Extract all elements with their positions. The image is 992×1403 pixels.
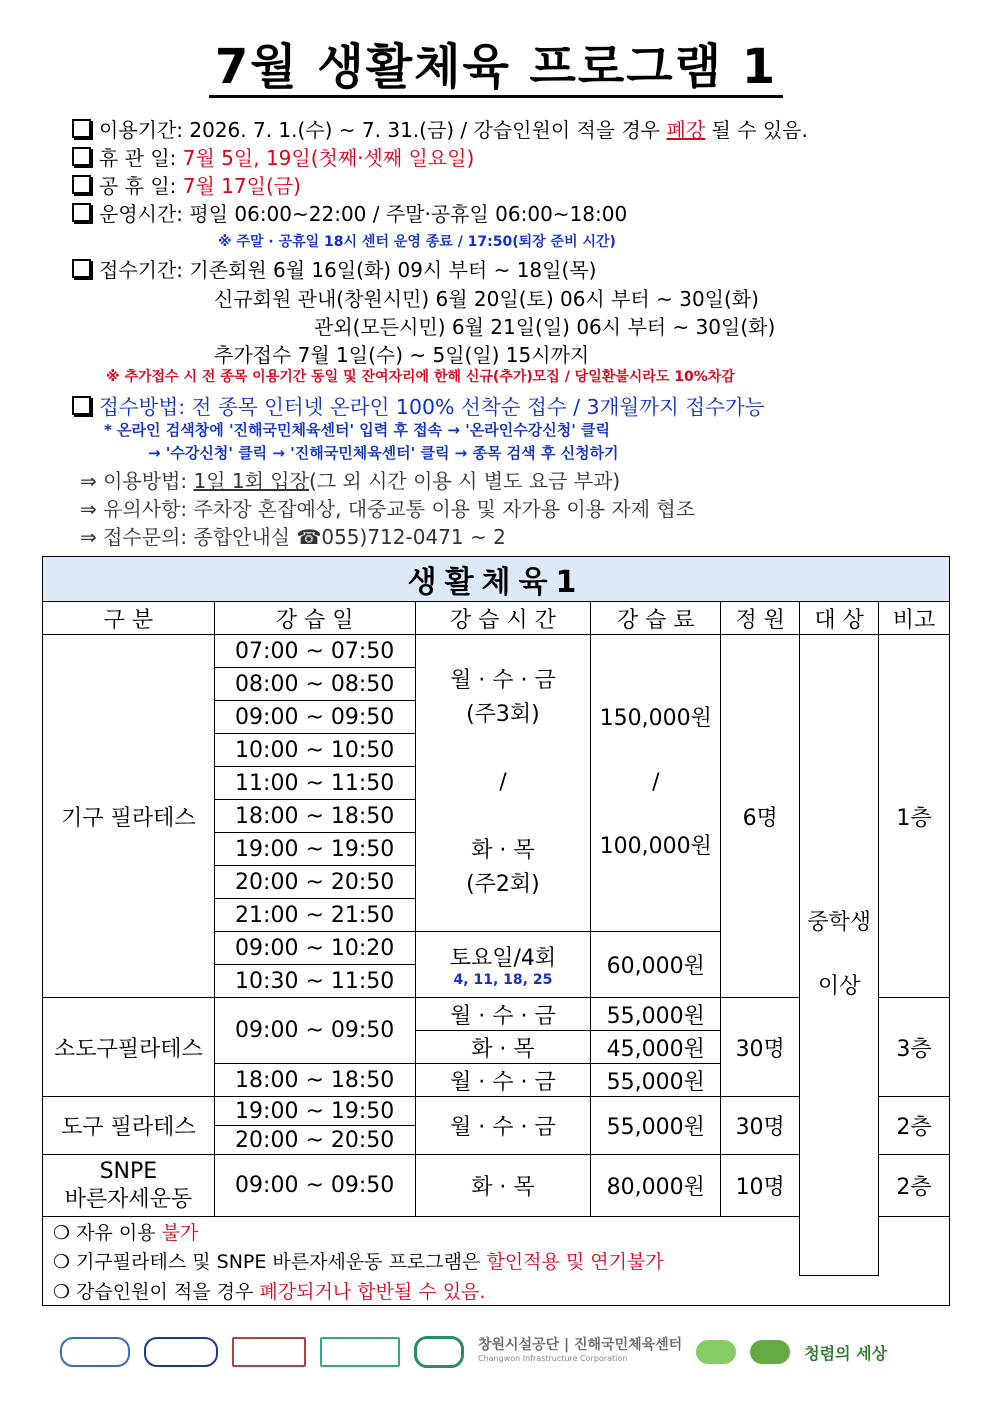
checkbox-icon bbox=[72, 147, 91, 166]
city-logo-icon bbox=[320, 1337, 400, 1367]
note-free-use: ❍ 자유 이용 불가 bbox=[43, 1217, 950, 1247]
program-snpe: SNPE 바른자세운동 bbox=[43, 1155, 215, 1217]
checkbox-icon bbox=[72, 396, 91, 415]
time-slot: 20:00 ~ 20:50 bbox=[214, 866, 415, 899]
checkbox-icon bbox=[72, 259, 91, 278]
time-slot: 21:00 ~ 21:50 bbox=[214, 899, 415, 932]
saturday-fee: 60,000원 bbox=[591, 932, 721, 998]
header-capacity: 정 원 bbox=[721, 602, 800, 635]
equip-floor: 1층 bbox=[879, 635, 950, 998]
time-slot: 19:00 ~ 19:50 bbox=[214, 1097, 415, 1126]
saturday-days: 토요일/4회 4, 11, 18, 25 bbox=[415, 932, 591, 998]
header-note: 비고 bbox=[879, 602, 950, 635]
emblem-icon bbox=[414, 1336, 464, 1368]
fee: 45,000원 bbox=[591, 1031, 721, 1064]
small-capacity: 30명 bbox=[721, 998, 800, 1097]
days: 월 · 수 · 금 bbox=[415, 1097, 591, 1155]
fee: 55,000원 bbox=[591, 1064, 721, 1097]
info-holiday: 공 휴 일: 7월 17일(금) bbox=[72, 170, 301, 199]
info-method: 접수방법: 전 종목 인터넷 온라인 100% 선착순 접수 / 3개월까지 접수가능 bbox=[72, 390, 765, 420]
equip-capacity: 6명 bbox=[721, 635, 800, 998]
days: 화 · 목 bbox=[415, 1155, 591, 1217]
info-period: 이용기간: 2026. 7. 1.(수) ~ 7. 31.(금) / 강습인원이 적을 경우 폐강 될 수 있음. bbox=[72, 114, 808, 143]
days: 화 · 목 bbox=[415, 1031, 591, 1064]
fee: 55,000원 bbox=[591, 1097, 721, 1155]
time-slot: 18:00 ~ 18:50 bbox=[214, 1064, 415, 1097]
method-note-1: * 온라인 검색창에 '진해국민체육센터' 입력 후 접속 → '온라인수강신청' 클릭 bbox=[104, 421, 610, 439]
mascot-icon bbox=[750, 1340, 790, 1364]
info-closed: 휴 관 일: 7월 5일, 19일(첫째·셋째 일요일) bbox=[72, 142, 474, 171]
fee: 80,000원 bbox=[591, 1155, 721, 1217]
time-slot: 11:00 ~ 11:50 bbox=[214, 767, 415, 800]
note-cancellation: ❍ 강습인원이 적을 경우 폐강되거나 합반될 수 있음. bbox=[43, 1276, 950, 1306]
tool-capacity: 30명 bbox=[721, 1097, 800, 1155]
header-time: 강 습 일 bbox=[214, 602, 415, 635]
checkbox-icon bbox=[72, 203, 91, 222]
time-slot: 08:00 ~ 08:50 bbox=[214, 668, 415, 701]
info-usage: ⇒ 이용방법: 1일 1회 입장(그 외 시간 이용 시 별도 요금 부과) bbox=[80, 469, 621, 493]
info-hours: 운영시간: 평일 06:00~22:00 / 주말·공휴일 06:00~18:00 bbox=[72, 198, 627, 227]
header-category: 구 분 bbox=[43, 602, 215, 635]
time-slot: 18:00 ~ 18:50 bbox=[214, 800, 415, 833]
info-registration: 접수기간: 기존회원 6월 16일(화) 09시 부터 ~ 18일(목) bbox=[72, 254, 596, 283]
table-banner: 생활체육1 bbox=[43, 557, 950, 602]
time-slot: 09:00 ~ 09:50 bbox=[214, 998, 415, 1064]
time-slot: 09:00 ~ 09:50 bbox=[214, 1155, 415, 1217]
certification-logo-icon bbox=[144, 1337, 218, 1367]
organization-name: 창원시설공단 | 진해국민체육센터 Changwon Infrastructure Corporation bbox=[478, 1337, 683, 1363]
program-tool-pilates: 도구 필라테스 bbox=[43, 1097, 215, 1155]
tool-floor: 2층 bbox=[879, 1097, 950, 1155]
schedule-table bbox=[42, 556, 950, 1306]
time-slot: 10:00 ~ 10:50 bbox=[214, 734, 415, 767]
registration-new-outside: 관외(모든시민) 6월 21일(일) 06시 부터 ~ 30일(화) bbox=[314, 315, 776, 339]
time-slot: 07:00 ~ 07:50 bbox=[214, 635, 415, 668]
header-target: 대 상 bbox=[800, 602, 879, 635]
hours-note: ※ 주말 · 공휴일 18시 센터 운영 종료 / 17:50(퇴장 준비 시간) bbox=[218, 234, 616, 250]
equip-fee: 150,000원 / 100,000원 bbox=[591, 635, 721, 932]
target: 중학생 이상 bbox=[800, 635, 879, 1276]
method-note-2: → '수강신청' 클릭 → '진해국민체육센터' 클릭 → 종목 검색 후 신청하기 bbox=[148, 444, 619, 462]
footer-logos bbox=[60, 1336, 940, 1368]
days: 월 · 수 · 금 bbox=[415, 1064, 591, 1097]
info-contact: ⇒ 접수문의: 종합안내실 ☎055)712-0471 ~ 2 bbox=[80, 525, 506, 549]
equip-days: 월 · 수 · 금 (주3회) / 화 · 목 (주2회) bbox=[415, 635, 591, 932]
program-equip-pilates: 기구 필라테스 bbox=[43, 635, 215, 998]
checkbox-icon bbox=[72, 119, 91, 138]
info-caution: ⇒ 유의사항: 주차장 혼잡예상, 대중교통 이용 및 자가용 이용 자제 협조 bbox=[80, 497, 696, 521]
program-small-pilates: 소도구필라테스 bbox=[43, 998, 215, 1097]
page-title: 7월 생활체육 프로그램 1 bbox=[0, 28, 992, 97]
registration-new-local: 신규회원 관내(창원시민) 6월 20일(토) 06시 부터 ~ 30일(화) bbox=[214, 287, 759, 311]
registration-additional: 추가접수 7월 1일(수) ~ 5일(일) 15시까지 bbox=[214, 343, 590, 367]
time-slot: 09:00 ~ 09:50 bbox=[214, 701, 415, 734]
header-days: 강 습 시 간 bbox=[415, 602, 591, 635]
table-header-row bbox=[43, 602, 950, 635]
note-discount: ❍ 기구필라테스 및 SNPE 바른자세운동 프로그램은 할인적용 및 연기불가 bbox=[43, 1246, 950, 1276]
consumer-logo-icon bbox=[60, 1337, 130, 1367]
time-slot: 09:00 ~ 10:20 bbox=[214, 932, 415, 965]
registration-note: ※ 추가접수 시 전 종목 이용기간 동일 및 잔여자리에 한해 신규(추가)모집 / 당일환불시라도 10%차감 bbox=[106, 369, 735, 385]
time-slot: 10:30 ~ 11:50 bbox=[214, 965, 415, 998]
small-floor: 3층 bbox=[879, 998, 950, 1097]
mascot-icon bbox=[696, 1340, 736, 1364]
snpe-capacity: 10명 bbox=[721, 1155, 800, 1217]
checkbox-icon bbox=[72, 175, 91, 194]
time-slot: 19:00 ~ 19:50 bbox=[214, 833, 415, 866]
header-fee: 강 습 료 bbox=[591, 602, 721, 635]
award-logo-icon bbox=[232, 1337, 306, 1367]
days: 월 · 수 · 금 bbox=[415, 998, 591, 1031]
snpe-floor: 2층 bbox=[879, 1155, 950, 1217]
time-slot: 20:00 ~ 20:50 bbox=[214, 1126, 415, 1155]
integrity-slogan: 청렴의 세상 bbox=[804, 1343, 888, 1363]
fee: 55,000원 bbox=[591, 998, 721, 1031]
